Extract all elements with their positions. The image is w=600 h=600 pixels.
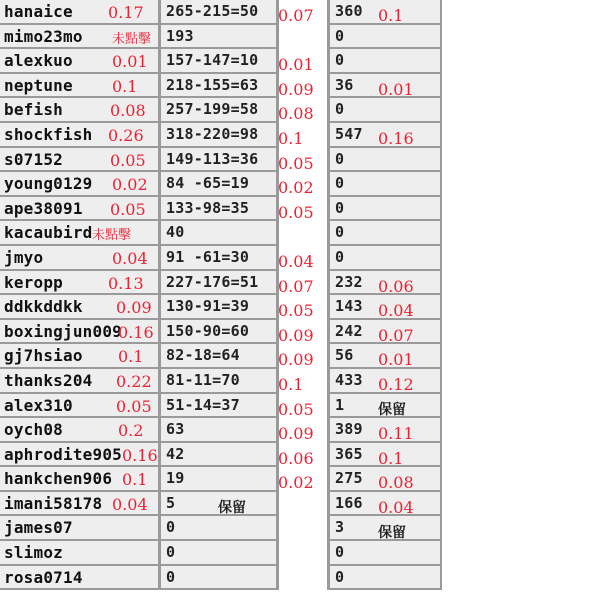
value-c-cell: 56 — [335, 346, 354, 365]
value-c-cell: 166 — [335, 493, 363, 512]
username-cell: boxingjun009 — [4, 321, 122, 341]
table-row — [161, 344, 276, 369]
value-c-cell: 0 — [335, 567, 345, 586]
username-cell: jmyo — [4, 247, 44, 267]
annotation-a1: 0.05 — [110, 150, 146, 170]
annotation-a2: 0.01 — [278, 55, 314, 75]
table-row — [161, 295, 276, 320]
username-cell: young0129 — [4, 174, 93, 194]
value-b-cell: 133-98=35 — [166, 198, 250, 217]
annotation-a2: 0.05 — [278, 153, 314, 173]
annotation-b-note: 保留 — [218, 500, 246, 516]
table-row — [161, 369, 276, 394]
value-b-cell: 84 -65=19 — [166, 174, 250, 193]
value-c-cell: 0 — [335, 26, 345, 45]
annotation-a3: 0.1 — [378, 448, 404, 468]
username-cell: ape38091 — [4, 198, 83, 218]
username-cell: befish — [4, 100, 63, 120]
value-b-cell: 82-18=64 — [166, 346, 240, 365]
annotation-a3: 保留 — [378, 524, 406, 541]
username-cell: alexkuo — [4, 51, 73, 71]
username-cell: ddkkddkk — [4, 297, 83, 317]
annotation-a1: 0.04 — [112, 249, 148, 268]
table-row — [161, 271, 276, 296]
annotation-a1: 0.1 — [118, 347, 144, 367]
username-cell: james07 — [4, 518, 73, 538]
table-row — [161, 516, 276, 541]
table-row — [0, 541, 158, 566]
value-c-cell: 365 — [335, 444, 363, 463]
table-row — [330, 541, 440, 566]
username-cell: slimoz — [4, 543, 63, 563]
username-cell: gj7hsiao — [4, 346, 83, 366]
table-row — [161, 467, 276, 492]
value-b-cell: 257-199=58 — [166, 100, 259, 119]
value-c-cell: 0 — [335, 543, 345, 562]
table-row — [161, 49, 276, 74]
annotation-a1: 0.01 — [112, 52, 148, 72]
annotation-a2: 0.07 — [278, 6, 314, 25]
username-cell: mimo23mo — [4, 26, 83, 46]
table-row — [161, 123, 276, 148]
value-c-cell: 0 — [335, 174, 345, 193]
annotation-a1: 0.05 — [110, 199, 146, 219]
table-row — [161, 148, 276, 173]
annotation-a1: 未點擊 — [92, 228, 132, 244]
value-b-cell: 81-11=70 — [166, 370, 240, 389]
table-row — [161, 0, 276, 25]
value-b-cell: 149-113=36 — [166, 149, 259, 168]
table-row — [161, 98, 276, 123]
annotation-a1: 0.1 — [122, 470, 148, 490]
value-b-cell: 218-155=63 — [166, 75, 259, 94]
value-b-cell: 40 — [166, 223, 185, 242]
table-row — [161, 394, 276, 419]
table-row — [330, 98, 440, 123]
value-b-cell: 193 — [166, 26, 194, 45]
value-c-cell: 36 — [335, 75, 354, 94]
table-row — [161, 74, 276, 99]
table-row — [161, 320, 276, 345]
annotation-a3: 0.1 — [378, 6, 404, 25]
value-b-cell: 5 — [166, 493, 176, 512]
value-c-cell: 0 — [335, 198, 345, 217]
value-b-cell: 130-91=39 — [166, 297, 250, 316]
value-c-cell: 232 — [335, 272, 363, 291]
annotation-a2: 0.1 — [278, 375, 304, 394]
annotation-a3: 0.04 — [378, 301, 414, 321]
value-b-cell: 19 — [166, 469, 185, 488]
value-b-cell: 91 -61=30 — [166, 247, 250, 266]
value-c-cell: 0 — [335, 100, 345, 119]
value-c-cell: 3 — [335, 518, 345, 537]
value-c-cell: 0 — [335, 51, 345, 70]
table-row — [330, 197, 440, 222]
value-c-cell: 360 — [335, 2, 363, 20]
username-cell: hankchen906 — [4, 469, 113, 489]
value-c-cell: 0 — [335, 223, 345, 242]
annotation-a2: 0.02 — [278, 473, 314, 493]
value-b-cell: 51-14=37 — [166, 395, 240, 414]
annotation-a3: 0.04 — [378, 498, 414, 517]
annotation-a2: 0.05 — [278, 301, 314, 321]
value-c-cell: 0 — [335, 149, 345, 168]
table-row — [0, 221, 158, 246]
annotation-a3: 0.01 — [378, 79, 414, 99]
value-c-cell: 143 — [335, 297, 363, 316]
username-cell: keropp — [4, 272, 63, 292]
value-b-cell: 0 — [166, 518, 176, 537]
value-b-cell: 318-220=98 — [166, 124, 259, 143]
annotation-a3: 0.01 — [378, 350, 414, 370]
table-row — [330, 566, 440, 591]
username-cell: alex310 — [4, 395, 73, 415]
annotation-a2: 0.06 — [278, 448, 314, 468]
table-row — [161, 172, 276, 197]
annotation-a1: 0.09 — [116, 298, 152, 318]
annotation-a1: 0.04 — [112, 495, 148, 514]
username-cell: rosa0714 — [4, 567, 83, 587]
username-cell: oych08 — [4, 420, 63, 440]
table-row — [330, 221, 440, 246]
annotation-a1: 0.02 — [112, 175, 148, 195]
username-cell: kacaubird — [4, 223, 93, 243]
value-c-cell: 242 — [335, 321, 363, 340]
username-cell: neptune — [4, 75, 73, 95]
annotation-a2: 0.1 — [278, 129, 304, 148]
username-cell: s07152 — [4, 149, 63, 169]
table-row — [0, 566, 158, 591]
username-cell: thanks204 — [4, 370, 93, 390]
value-b-cell: 0 — [166, 567, 176, 586]
value-c-cell: 1 — [335, 395, 345, 414]
annotation-a2: 0.09 — [278, 325, 314, 345]
annotation-a1: 0.1 — [112, 76, 138, 96]
username-cell: hanaice — [4, 2, 73, 21]
annotation-a1: 未點擊 — [112, 31, 152, 47]
value-b-cell: 0 — [166, 543, 176, 562]
value-c-cell: 547 — [335, 124, 363, 143]
annotation-a2: 0.02 — [278, 178, 314, 198]
value-c-cell: 433 — [335, 370, 363, 389]
value-b-cell: 42 — [166, 444, 185, 463]
annotation-a3: 0.11 — [378, 424, 414, 444]
table-row — [330, 49, 440, 74]
annotation-a3: 保留 — [378, 401, 406, 418]
value-c-cell: 389 — [335, 420, 363, 439]
table-row — [161, 197, 276, 222]
annotation-a3: 0.06 — [378, 276, 414, 296]
annotation-a2: 0.09 — [278, 79, 314, 99]
table-row — [0, 516, 158, 541]
table-row — [330, 172, 440, 197]
annotation-a3: 0.08 — [378, 473, 414, 493]
table-row — [161, 246, 276, 271]
value-b-cell: 157-147=10 — [166, 51, 259, 70]
table-row — [161, 25, 276, 50]
annotation-a1: 0.05 — [116, 396, 152, 416]
annotation-a1: 0.16 — [118, 322, 154, 342]
table-row — [330, 148, 440, 173]
annotation-a2: 0.07 — [278, 276, 314, 296]
table-row — [161, 541, 276, 566]
annotation-a3: 0.16 — [378, 129, 414, 148]
annotation-a2: 0.04 — [278, 252, 314, 271]
annotation-a1: 0.17 — [108, 3, 144, 22]
username-cell: shockfish — [4, 124, 93, 144]
table-row — [161, 443, 276, 468]
value-b-cell: 265-215=50 — [166, 2, 259, 20]
value-c-cell: 0 — [335, 247, 345, 266]
value-c-cell: 275 — [335, 469, 363, 488]
username-cell: aphrodite905 — [4, 444, 122, 464]
annotation-a1: 0.13 — [108, 273, 144, 293]
annotation-a3: 0.12 — [378, 375, 414, 394]
annotation-a2: 0.09 — [278, 424, 314, 444]
annotation-a2: 0.08 — [278, 104, 314, 124]
annotation-a2: 0.09 — [278, 350, 314, 370]
annotation-a1: 0.26 — [108, 126, 144, 145]
value-b-cell: 227-176=51 — [166, 272, 259, 291]
value-b-cell: 150-90=60 — [166, 321, 250, 340]
username-cell: imani58178 — [4, 493, 103, 513]
table-row — [330, 25, 440, 50]
annotation-a1: 0.22 — [116, 372, 152, 391]
annotation-a1: 0.16 — [122, 445, 158, 465]
annotation-a1: 0.2 — [118, 421, 144, 441]
table-row — [330, 246, 440, 271]
table-row — [161, 221, 276, 246]
annotation-a1: 0.08 — [110, 101, 146, 121]
annotation-a2: 0.05 — [278, 399, 314, 419]
value-b-cell: 63 — [166, 420, 185, 439]
annotation-a3: 0.07 — [378, 325, 414, 345]
annotation-a2: 0.05 — [278, 202, 314, 222]
table-row — [161, 418, 276, 443]
table-row — [161, 566, 276, 591]
